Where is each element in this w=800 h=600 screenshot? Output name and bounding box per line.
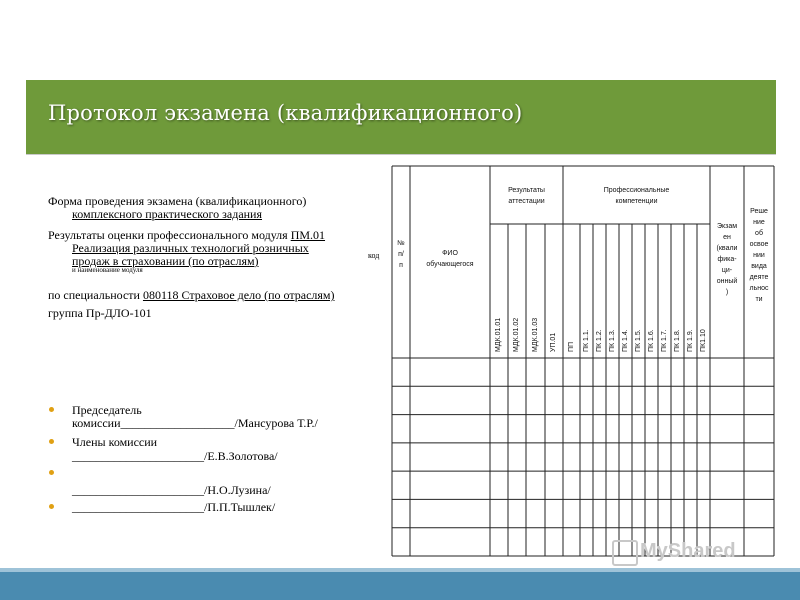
members-label: Члены комиссии	[72, 435, 158, 449]
sub-col-label: УП.01	[550, 332, 557, 352]
module-line-2: Реализация различных технологий розничных	[72, 241, 309, 255]
competencies-header: Профессиональные компетенции	[603, 187, 670, 205]
col-exam-header: Экзам ен (квали фика- ци- онный )	[716, 223, 738, 296]
sub-col-label: ПК 1.4.	[621, 329, 629, 352]
col-fio-header: ФИО обучающегося	[426, 250, 474, 268]
col-decision-header: Реше ние об освое нии вида деяте льнос ти	[749, 208, 769, 303]
sub-col-label: ПК 1.9.	[686, 329, 694, 352]
footer-stripe	[0, 568, 800, 572]
specialty-prefix: по специальности	[48, 288, 143, 302]
page-title: Протокол экзамена (квалификационного)	[48, 101, 523, 125]
sub-col-label: МДК.01.03	[531, 317, 539, 352]
results-header: Результаты аттестации	[508, 187, 545, 205]
footer-bar	[0, 568, 800, 600]
sub-col-label: ПК 1.8.	[673, 329, 681, 352]
watermark: MyShared	[640, 540, 736, 562]
module-prefix: Результаты оценки профессионального модуля	[48, 228, 291, 242]
sub-col-label: ПП	[567, 341, 575, 352]
col-num-header: № п/ п	[397, 240, 405, 269]
chair-line-1: Председатель	[72, 403, 142, 417]
sub-col-label: МДК.01.02	[513, 317, 520, 352]
sub-col-label: МДК.01.01	[495, 317, 502, 352]
module-code: ПМ.01	[290, 228, 326, 242]
specialty-value: 080118 Страховое дело (по отраслям)	[142, 288, 335, 302]
group-line: группа Пр-ДЛО-101	[48, 306, 152, 320]
sub-col-label: ПК 1.3.	[608, 329, 616, 352]
code-label: код	[368, 251, 380, 260]
member-2: ______________________/Н.О.Лузина/	[72, 483, 271, 497]
form-line-2: комплексного практического задания	[72, 207, 263, 221]
member-1: ______________________/Е.В.Золотова/	[72, 449, 278, 463]
member-3: ______________________/П.П.Тышлек/	[72, 500, 276, 514]
sub-col-label: ПК 1.6.	[647, 329, 655, 352]
module-caption: и наименование модуля	[72, 266, 143, 274]
sub-col-label: ПК 1.2.	[595, 329, 603, 352]
sub-col-label: ПК 1.7.	[660, 329, 668, 352]
sub-col-label: ПК 1.5.	[634, 329, 642, 352]
sub-col-label: ПК1.10	[699, 329, 707, 352]
chart-icon	[612, 540, 638, 566]
sub-col-label: ПК 1.1.	[582, 329, 590, 352]
module-line-3: продаж в страховании (по отраслям)	[72, 254, 259, 268]
form-line-1: Форма проведения экзамена (квалификационного)	[48, 194, 307, 208]
chair-line-2: комиссии___________________/Мансурова Т.Р./	[72, 416, 318, 430]
